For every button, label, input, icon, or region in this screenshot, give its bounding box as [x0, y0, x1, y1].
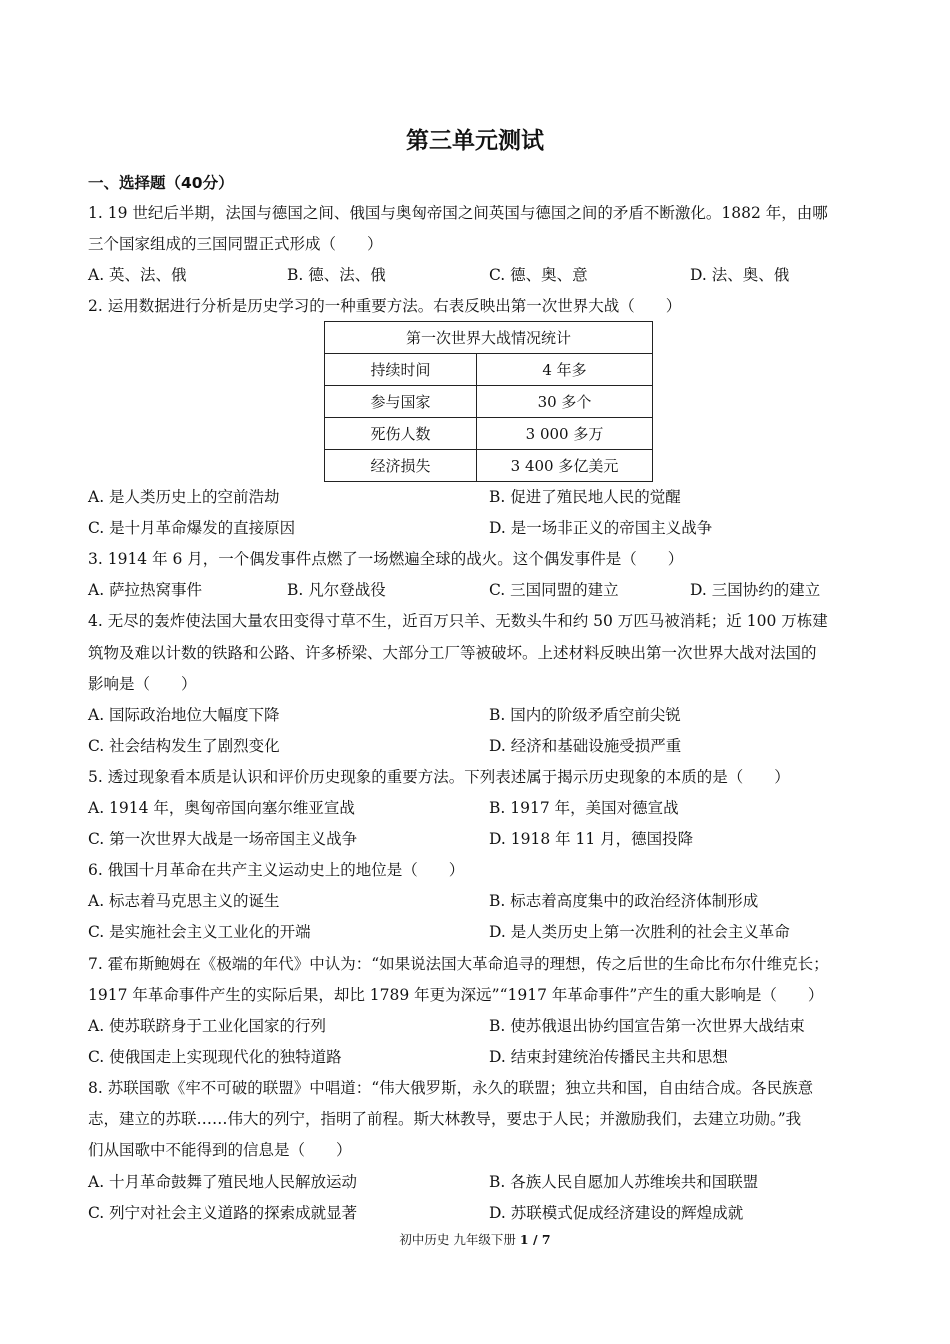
- page-title: 第三单元测试: [406, 128, 544, 154]
- q8-option-b: B. 各族人民自愿加人苏维埃共和国联盟: [489, 1173, 759, 1191]
- q8-option-d: D. 苏联模式促成经济建设的辉煌成就: [489, 1204, 744, 1222]
- q5-option-c: C. 第一次世界大战是一场帝国主义战争: [88, 830, 358, 848]
- q8-option-c: C. 列宁对社会主义道路的探索成就显著: [88, 1204, 358, 1222]
- q3-option-c: C. 三国同盟的建立: [489, 581, 619, 599]
- table-value-cell: 3 000 多万: [477, 418, 653, 450]
- q6-option-c: C. 是实施社会主义工业化的开端: [88, 923, 311, 941]
- q1-option-d: D. 法、奥、俄: [690, 266, 790, 284]
- q4-option-b: B. 国内的阶级矛盾空前尖锐: [489, 706, 681, 724]
- q3-option-a: A. 萨拉热窝事件: [88, 581, 203, 599]
- q1-stem-line1: 1. 19 世纪后半期，法国与德国之间、俄国与奥匈帝国之间英国与德国之间的矛盾不断激化。1882 年，由哪: [88, 204, 828, 222]
- q5-option-b: B. 1917 年，美国对德宣战: [489, 799, 679, 817]
- q7-option-d: D. 结束封建统治传播民主共和思想: [489, 1048, 728, 1066]
- ww1-statistics-table: [324, 321, 653, 482]
- q1-stem-line2: 三个国家组成的三国同盟正式形成（ ）: [88, 235, 383, 253]
- footer-text: 初中历史 九年级下册: [399, 1232, 516, 1247]
- table-label-cell: 经济损失: [325, 450, 477, 482]
- q2-option-c: C. 是十月革命爆发的直接原因: [88, 519, 296, 537]
- q8-stem-line1: 8. 苏联国歌《牢不可破的联盟》中唱道：“伟大俄罗斯，永久的联盟；独立共和国，自由结合成。各民族意: [88, 1079, 814, 1097]
- table-row: [325, 354, 653, 386]
- q7-stem-line1: 7. 霍布斯鲍姆在《极端的年代》中认为：“如果说法国大革命追寻的理想，传之后世的生命比布尔什维克长；: [88, 955, 829, 973]
- table-label-cell: 参与国家: [325, 386, 477, 418]
- table-row: [325, 386, 653, 418]
- table-value-cell: 30 多个: [477, 386, 653, 418]
- q2-option-a: A. 是人类历史上的空前浩劫: [88, 488, 280, 506]
- q6-stem-line1: 6. 俄国十月革命在共产主义运动史上的地位是（ ）: [88, 861, 465, 879]
- q3-option-d: D. 三国协约的建立: [690, 581, 821, 599]
- q8-option-a: A. 十月革命鼓舞了殖民地人民解放运动: [88, 1173, 358, 1191]
- q2-option-d: D. 是一场非正义的帝国主义战争: [489, 519, 713, 537]
- q7-option-b: B. 使苏俄退出协约国宣告第一次世界大战结束: [489, 1017, 805, 1035]
- table-caption: 第一次世界大战情况统计: [325, 322, 653, 354]
- table-row: [325, 450, 653, 482]
- q6-option-b: B. 标志着高度集中的政治经济体制形成: [489, 892, 759, 910]
- q8-stem-line2: 志，建立的苏联……伟大的列宁，指明了前程。斯大林教导，要忠于人民；并激励我们，去建立功勋。”我: [88, 1110, 802, 1128]
- q4-option-d: D. 经济和基础设施受损严重: [489, 737, 682, 755]
- q7-option-a: A. 使苏联跻身于工业化国家的行列: [88, 1017, 327, 1035]
- q1-option-b: B. 德、法、俄: [287, 266, 386, 284]
- page-number: 1 / 7: [519, 1232, 551, 1247]
- q4-option-a: A. 国际政治地位大幅度下降: [88, 706, 280, 724]
- q4-stem-line2: 筑物及难以计数的铁路和公路、许多桥梁、大部分工厂等被破坏。上述材料反映出第一次世界大战对法国的: [88, 644, 817, 662]
- q1-option-a: A. 英、法、俄: [88, 266, 187, 284]
- table-row: [325, 322, 653, 354]
- q7-stem-line2: 1917 年革命事件产生的实际后果，却比 1789 年更为深远”“1917 年革命事件”产生的重大影响是（ ）: [88, 986, 824, 1004]
- q6-option-d: D. 是人类历史上第一次胜利的社会主义革命: [489, 923, 790, 941]
- q2-stem-line1: 2. 运用数据进行分析是历史学习的一种重要方法。右表反映出第一次世界大战（ ）: [88, 297, 682, 315]
- table-value-cell: 3 400 多亿美元: [477, 450, 653, 482]
- table-row: [325, 418, 653, 450]
- section-heading: 一、选择题（40分）: [88, 174, 234, 192]
- q5-option-d: D. 1918 年 11 月，德国投降: [489, 830, 694, 848]
- q4-option-c: C. 社会结构发生了剧烈变化: [88, 737, 280, 755]
- table-label-cell: 死伤人数: [325, 418, 477, 450]
- q3-option-b: B. 凡尔登战役: [287, 581, 386, 599]
- q4-stem-line1: 4. 无尽的轰炸使法国大量农田变得寸草不生，近百万只羊、无数头牛和约 50 万匹马被消耗；近 100 万栋建: [88, 612, 828, 630]
- table-value-cell: 4 年多: [477, 354, 653, 386]
- q8-stem-line3: 们从国歌中不能得到的信息是（ ）: [88, 1141, 352, 1159]
- q6-option-a: A. 标志着马克思主义的诞生: [88, 892, 280, 910]
- q3-stem-line1: 3. 1914 年 6 月，一个偶发事件点燃了一场燃遍全球的战火。这个偶发事件是（ ）: [88, 550, 684, 568]
- q5-option-a: A. 1914 年，奥匈帝国向塞尔维亚宣战: [88, 799, 355, 817]
- q1-option-c: C. 德、奥、意: [489, 266, 588, 284]
- q2-option-b: B. 促进了殖民地人民的觉醒: [489, 488, 681, 506]
- table-label-cell: 持续时间: [325, 354, 477, 386]
- q5-stem-line1: 5. 透过现象看本质是认识和评价历史现象的重要方法。下列表述属于揭示历史现象的本质的是（ ）: [88, 768, 790, 786]
- q4-stem-line3: 影响是（ ）: [88, 675, 197, 693]
- q7-option-c: C. 使俄国走上实现现代化的独特道路: [88, 1048, 342, 1066]
- page-footer: [0, 1230, 950, 1248]
